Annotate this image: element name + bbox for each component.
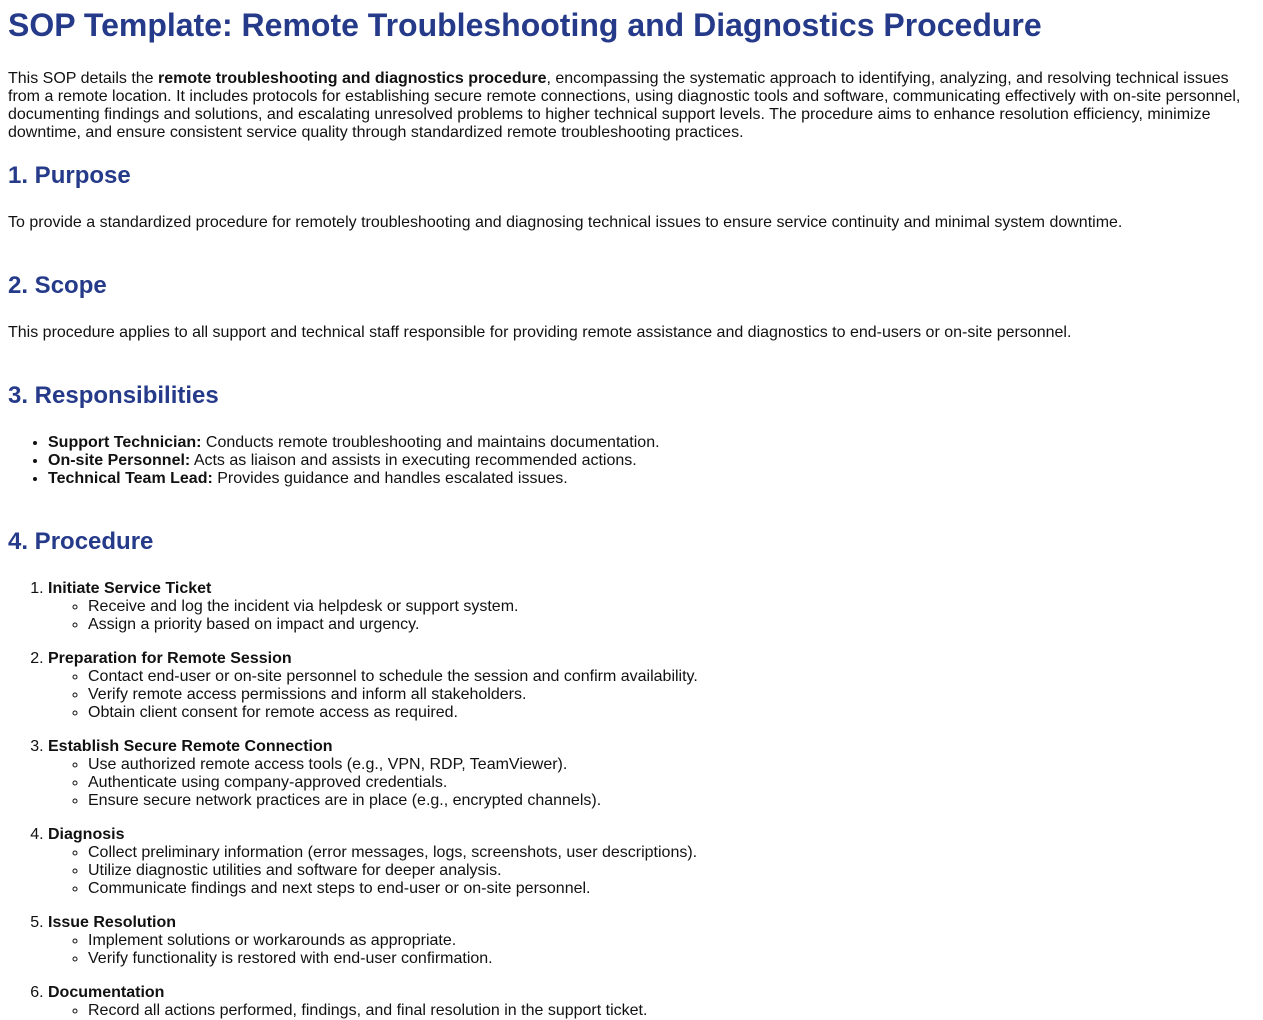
responsibility-role: On-site Personnel: [48,452,191,469]
intro-emphasis: remote troubleshooting and diagnostics procedure [158,70,547,87]
procedure-steps [8,580,1255,1020]
responsibility-desc: Acts as liaison and assists in executing recommended actions. [190,452,637,469]
intro-prefix: This SOP details the [8,70,158,87]
responsibility-role: Support Technician: [48,434,202,451]
step-item: ◦ Utilize diagnostic utilities and software for deeper analysis. [88,862,1255,880]
step-items [48,668,1255,722]
responsibility-item [48,452,1255,470]
step-items [48,1002,1255,1020]
document [0,7,1263,1020]
step-items [48,756,1255,810]
step-item: ◦ Contact end-user or on-site personnel to schedule the session and confirm availability. [88,668,1255,686]
step-title: Initiate Service Ticket [48,580,212,597]
step-item: ◦ Assign a priority based on impact and urgency. [88,616,1255,634]
responsibility-desc: Provides guidance and handles escalated issues. [212,470,568,487]
step-item: ◦ Verify remote access permissions and inform all stakeholders. [88,686,1255,704]
procedure-step [48,826,1255,898]
procedure-step [48,914,1255,968]
step-item: ◦ Verify functionality is restored with end-user confirmation. [88,950,1255,968]
step-item: ◦ Authenticate using company-approved credentials. [88,774,1255,792]
step-item: ◦ Receive and log the incident via helpdesk or support system. [88,598,1255,616]
responsibilities-heading: 3. Responsibilities [8,382,219,409]
step-items [48,844,1255,898]
step-items [48,932,1255,968]
intro-paragraph [8,70,1255,142]
step-title: Diagnosis [48,826,125,843]
intro-suffix: , encompassing the systematic approach to identifying, analyzing, and resolving technical issues from a remote location. It includes protocols for establishing secure remote connections, using diagnostic tools and software, communicating effectively with on-site personnel, documenting findings and solutions, and escalating unresolved problems to higher technical support levels. The procedure aims to enhance resolution efficiency, minimize downtime, and ensure consistent service quality through standardized remote troubleshooting practices. [8,70,1241,141]
step-items [48,598,1255,634]
step-title: Issue Resolution [48,914,177,931]
step-title: Documentation [48,984,165,1001]
scope-text: This procedure applies to all support and technical staff responsible for providing remote assistance and diagnostics to end-users or on-site personnel. [8,324,1072,341]
step-item: ◦ Ensure secure network practices are in place (e.g., encrypted channels). [88,792,1255,810]
step-title: Preparation for Remote Session [48,650,292,667]
purpose-heading: 1. Purpose [8,162,131,189]
page-title: SOP Template: Remote Troubleshooting and Diagnostics Procedure [8,7,1042,43]
responsibility-item [48,434,1255,452]
step-item: ◦ Communicate findings and next steps to end-user or on-site personnel. [88,880,1255,898]
procedure-step [48,738,1255,810]
responsibilities-list [8,434,1255,488]
step-item: ◦ Obtain client consent for remote access as required. [88,704,1255,722]
procedure-heading: 4. Procedure [8,528,154,555]
responsibility-role: Technical Team Lead: [48,470,213,487]
step-item: ◦ Use authorized remote access tools (e.g., VPN, RDP, TeamViewer). [88,756,1255,774]
purpose-text: To provide a standardized procedure for remotely troubleshooting and diagnosing technical issues to ensure service continuity and minimal system downtime. [8,214,1123,231]
responsibility-desc: Conducts remote troubleshooting and maintains documentation. [201,434,660,451]
step-item: ◦ Record all actions performed, findings, and final resolution in the support ticket. [88,1002,1255,1020]
procedure-step [48,650,1255,722]
step-item: ◦ Collect preliminary information (error messages, logs, screenshots, user descriptions). [88,844,1255,862]
scope-heading: 2. Scope [8,272,107,299]
procedure-step [48,580,1255,634]
responsibility-item [48,470,1255,488]
step-item: ◦ Implement solutions or workarounds as appropriate. [88,932,1255,950]
step-title: Establish Secure Remote Connection [48,738,333,755]
procedure-step [48,984,1255,1020]
